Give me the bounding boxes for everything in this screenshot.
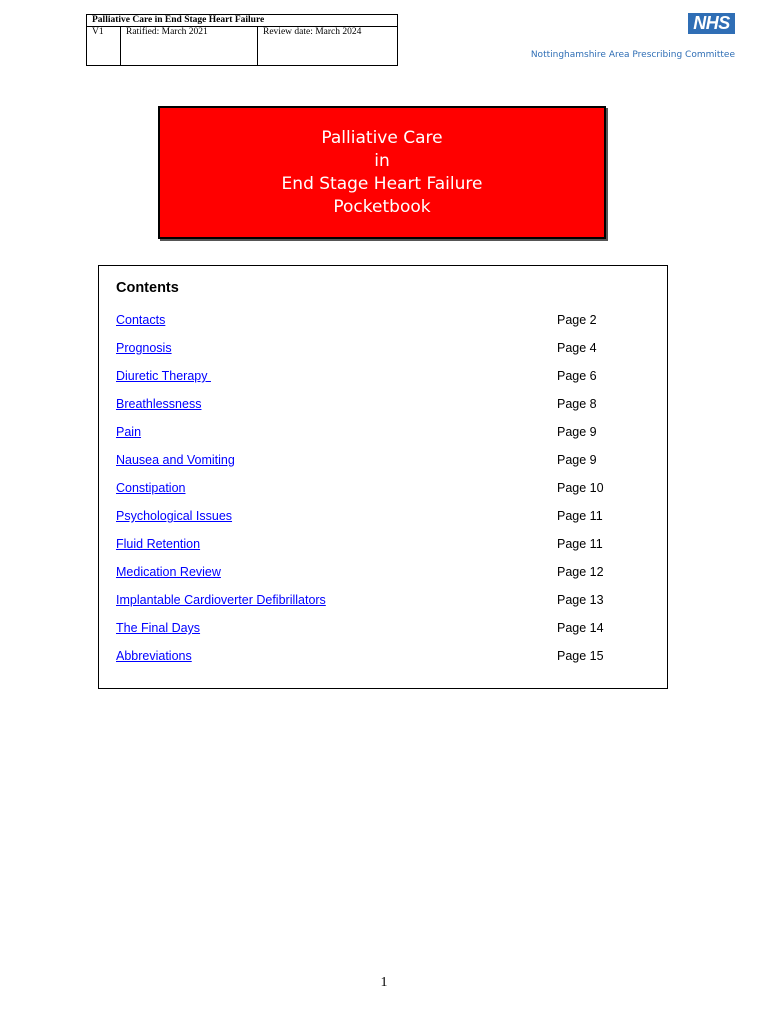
banner-line-4: Pocketbook: [333, 196, 431, 217]
banner-line-3: End Stage Heart Failure: [281, 173, 483, 194]
toc-link-implantable-cardioverter-defibrillators[interactable]: Implantable Cardioverter Defibrillators: [116, 593, 326, 607]
toc-link-breathlessness[interactable]: Breathlessness: [116, 397, 202, 411]
toc-link-constipation[interactable]: Constipation: [116, 481, 186, 495]
toc-page-number: Page 4: [557, 341, 597, 355]
banner-line-1: Palliative Care: [321, 127, 443, 148]
toc-page-number: Page 11: [557, 509, 603, 523]
document-control-table: [86, 14, 398, 66]
toc-row: [116, 508, 636, 536]
toc-link-diuretic-therapy[interactable]: Diuretic Therapy: [116, 369, 211, 383]
toc-link-nausea-and-vomiting[interactable]: Nausea and Vomiting: [116, 453, 235, 467]
document-title: Palliative Care in End Stage Heart Failure: [87, 15, 397, 27]
toc-link-psychological-issues[interactable]: Psychological Issues: [116, 509, 233, 523]
toc-row: [116, 648, 636, 676]
toc-row: [116, 564, 636, 592]
document-meta-row: [87, 27, 397, 65]
toc-link-contacts[interactable]: Contacts: [116, 313, 166, 327]
toc-row: [116, 340, 636, 368]
review-date-cell: Review date: March 2024: [263, 27, 362, 37]
banner-line-2: in: [374, 150, 390, 171]
contents-box: [98, 265, 668, 689]
toc-page-number: Page 15: [557, 649, 604, 663]
title-banner: [158, 106, 606, 239]
toc-link-pain[interactable]: Pain: [116, 425, 142, 439]
contents-heading: Contents: [116, 280, 179, 296]
toc-page-number: Page 9: [557, 453, 597, 467]
toc-page-number: Page 12: [557, 565, 604, 579]
toc-link-abbreviations[interactable]: Abbreviations: [116, 649, 192, 663]
toc-row: [116, 424, 636, 452]
nhs-logo: NHS: [688, 13, 735, 34]
toc-page-number: Page 2: [557, 313, 597, 327]
page-number: 1: [380, 975, 388, 990]
toc-row: [116, 312, 636, 340]
ratified-cell: Ratified: March 2021: [121, 27, 258, 65]
version-cell: V1: [87, 27, 121, 65]
toc-row: [116, 480, 636, 508]
toc-row: [116, 396, 636, 424]
committee-name: Nottinghamshire Area Prescribing Committee: [530, 50, 735, 60]
toc-page-number: Page 10: [557, 481, 604, 495]
toc-row: [116, 536, 636, 564]
toc-link-fluid-retention[interactable]: Fluid Retention: [116, 537, 201, 551]
toc-page-number: Page 8: [557, 397, 597, 411]
toc-link-medication-review[interactable]: Medication Review: [116, 565, 221, 579]
toc-page-number: Page 14: [557, 621, 604, 635]
toc-page-number: Page 9: [557, 425, 597, 439]
toc-link-the-final-days[interactable]: The Final Days: [116, 621, 201, 635]
toc-page-number: Page 6: [557, 369, 597, 383]
toc-row: [116, 368, 636, 396]
toc-row: [116, 592, 636, 620]
toc-page-number: Page 11: [557, 537, 603, 551]
toc-link-prognosis[interactable]: Prognosis: [116, 341, 172, 355]
toc-page-number: Page 13: [557, 593, 604, 607]
toc-list: [116, 312, 636, 676]
toc-row: [116, 452, 636, 480]
toc-row: [116, 620, 636, 648]
